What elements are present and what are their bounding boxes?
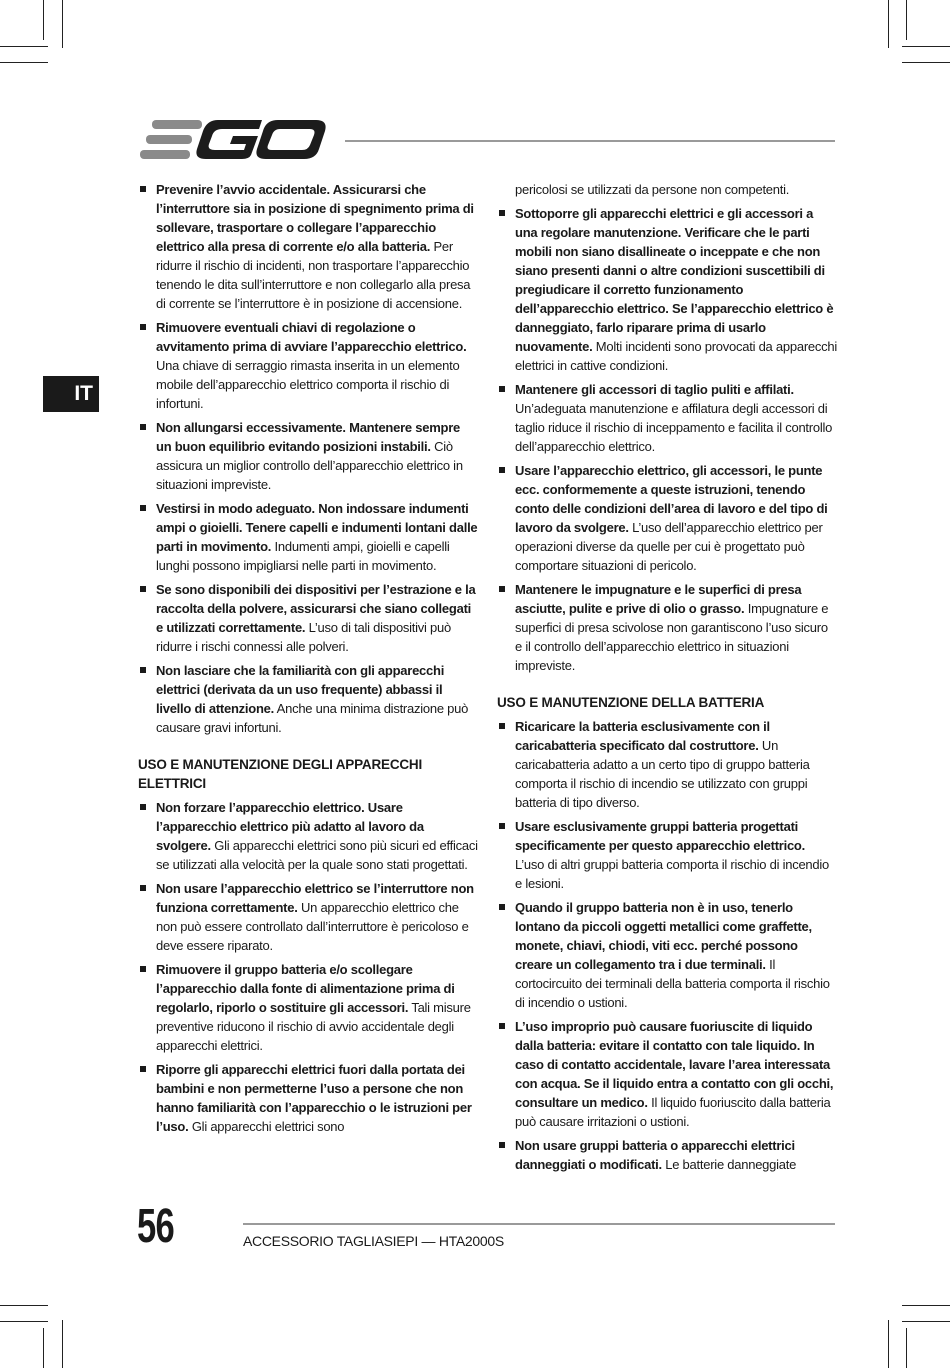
bullet-square-icon bbox=[499, 723, 505, 729]
header-rule bbox=[345, 140, 835, 142]
bullet-item bbox=[497, 717, 837, 812]
bullet-text: Le batterie danneggiate bbox=[661, 1157, 797, 1172]
bullet-text: Per ridurre il rischio di incidenti, non trasportare l’apparecchio tenendo le dita sull’interruttore e non collegarlo alla presa di corrente se l’interruttore è in posizione di accensione. bbox=[156, 239, 471, 311]
bullet-item bbox=[138, 580, 478, 656]
bullet-text: Indumenti ampi, gioielli e capelli lunghi possono impigliarsi nelle parti in movimento. bbox=[156, 539, 450, 573]
bullet-square-icon bbox=[140, 324, 146, 330]
crop-mark bbox=[888, 0, 889, 48]
bullet-text: Un’adeguata manutenzione e affilatura degli accessori di taglio riduce il rischio di inceppamento e facilita il controllo dell’apparecchio elettrico. bbox=[515, 401, 833, 454]
crop-mark bbox=[902, 46, 950, 47]
left-column bbox=[138, 180, 478, 1141]
bullet-bold-text: Non allungarsi eccessivamente. Mantenere sempre un buon equilibrio evitando posizioni instabili. bbox=[156, 420, 460, 454]
bullet-item bbox=[138, 180, 478, 313]
bullet-text: Anche una minima distrazione può causare gravi infortuni. bbox=[156, 701, 469, 735]
bullet-bold-text: Riporre gli apparecchi elettrici fuori dalla portata dei bambini e non permetterne l’uso a persone che non hanno familiarità con l’apparecchio o le istruzioni per l’uso. bbox=[156, 1062, 472, 1134]
bullet-bold-text: L’uso improprio può causare fuoriuscite di liquido dalla batteria: evitare il contatto con tale liquido. In caso di contatto accidentale, lavare l’area interessata con acqua. Se il liquido entra a contatto con gli occhi, consultare un medico. bbox=[515, 1019, 834, 1110]
bullet-text: Ciò assicura un miglior controllo dell’apparecchio elettrico in situazioni impreviste. bbox=[156, 439, 463, 492]
bullet-bold-text: Vestirsi in modo adeguato. Non indossare indumenti ampi o gioielli. Tenere capelli e indumenti lontani dalle parti in movimento. bbox=[156, 501, 478, 554]
bullet-item bbox=[497, 1136, 837, 1174]
bullet-bold-text: Ricaricare la batteria esclusivamente con il caricabatteria specificato dal costruttore. bbox=[515, 719, 770, 753]
bullet-item bbox=[497, 580, 837, 675]
bullet-text: Impugnature e superfici di presa scivolose non garantiscono l’uso sicuro e il controllo dell’apparecchio elettrico in situazioni impreviste. bbox=[515, 601, 829, 673]
bullet-square-icon bbox=[140, 1066, 146, 1072]
bullet-bold-text: Non lasciare che la familiarità con gli apparecchi elettrici (derivata da un uso frequente) abbassi il livello di attenzione. bbox=[156, 663, 445, 716]
footer-title: ACCESSORIO TAGLIASIEPI — HTA2000S bbox=[243, 1233, 504, 1249]
bullet-text: L’uso dell’apparecchio elettrico per operazioni diverse da quelle per cui è progettato può comportare situazioni di pericolo. bbox=[515, 520, 823, 573]
bullet-square-icon bbox=[499, 467, 505, 473]
bullet-square-icon bbox=[140, 966, 146, 972]
bullet-square-icon bbox=[140, 804, 146, 810]
bullet-item bbox=[138, 879, 478, 955]
bullet-item bbox=[138, 318, 478, 413]
page-number: 56 bbox=[137, 1200, 175, 1253]
bullet-item bbox=[497, 1017, 837, 1131]
language-tab-label: IT bbox=[74, 382, 93, 405]
bullet-square-icon bbox=[499, 1023, 505, 1029]
bullet-item bbox=[138, 960, 478, 1055]
bullet-item bbox=[497, 461, 837, 575]
bullet-item bbox=[138, 499, 478, 575]
crop-mark bbox=[906, 1328, 907, 1368]
bullet-square-icon bbox=[499, 586, 505, 592]
bullet-bold-text: Usare l’apparecchio elettrico, gli accessori, le punte ecc. conformemente a queste istruzioni, tenendo conto delle condizioni dell’area di lavoro e del tipo di lavoro da svolgere. bbox=[515, 463, 828, 535]
bullet-square-icon bbox=[499, 904, 505, 910]
bullet-text: L’uso di tali dispositivi può ridurre i rischi connessi alle polveri. bbox=[156, 620, 451, 654]
bullet-square-icon bbox=[140, 586, 146, 592]
crop-mark bbox=[902, 1321, 950, 1322]
bullet-bold-text: Quando il gruppo batteria non è in uso, tenerlo lontano da piccoli oggetti metallici come graffette, monete, chiavi, chiodi, viti ecc. perché possono creare un collegamento tra i due terminali. bbox=[515, 900, 812, 972]
bullet-item bbox=[497, 898, 837, 1012]
bullet-bold-text: Rimuovere il gruppo batteria e/o scollegare l’apparecchio dalla fonte di alimentazione prima di regolarlo, riporlo o sostituire gli accessori. bbox=[156, 962, 455, 1015]
bullet-square-icon bbox=[140, 186, 146, 192]
crop-mark bbox=[43, 0, 44, 40]
bullet-text: L’uso di altri gruppi batteria comporta il rischio di incendio e lesioni. bbox=[515, 857, 830, 891]
footer-rule bbox=[243, 1223, 835, 1225]
bullet-text: Il liquido fuoriuscito dalla batteria può causare irritazioni o ustioni. bbox=[515, 1095, 831, 1129]
crop-mark bbox=[888, 1320, 889, 1368]
section-heading: USO E MANUTENZIONE DELLA BATTERIA bbox=[497, 695, 765, 710]
section-heading: USO E MANUTENZIONE DEGLI APPARECCHI ELETTRICI bbox=[138, 757, 423, 791]
bullet-text: Gli apparecchi elettrici sono più sicuri ed efficaci se utilizzati alla velocità per la quale sono stati progettati. bbox=[156, 838, 478, 872]
bullet-bold-text: Mantenere gli accessori di taglio puliti e affilati. bbox=[515, 382, 794, 397]
bullet-square-icon bbox=[499, 1142, 505, 1148]
bullet-bold-text: Non usare gruppi batteria o apparecchi elettrici danneggiati o modificati. bbox=[515, 1138, 795, 1172]
bullet-bold-text: Non usare l’apparecchio elettrico se l’interruttore non funziona correttamente. bbox=[156, 881, 474, 915]
bullet-square-icon bbox=[499, 210, 505, 216]
bullet-square-icon bbox=[499, 823, 505, 829]
bullet-text: Un caricabatteria adatto a un certo tipo di gruppo batteria comporta il rischio di incendio se utilizzato con gruppi batteria di tipo diverso. bbox=[515, 738, 810, 810]
bullet-bold-text: Mantenere le impugnature e le superfici di presa asciutte, pulite e prive di olio o grasso. bbox=[515, 582, 802, 616]
right-column bbox=[497, 180, 837, 1179]
bullet-bold-text: Sottoporre gli apparecchi elettrici e gli accessori a una regolare manutenzione. Verificare che le parti mobili non siano disallineate o inceppate e che non siano presenti danni o altre condizioni suscettibili di pregiudicare il corretto funzionamento dell’apparecchio elettrico. Se l’apparecchio elettrico è danneggiato, farlo riparare prima di usarlo nuovamente. bbox=[515, 206, 834, 354]
language-tab bbox=[43, 376, 99, 412]
crop-mark bbox=[62, 0, 63, 48]
bullet-square-icon bbox=[140, 885, 146, 891]
bullet-bold-text: Rimuovere eventuali chiavi di regolazione o avvitamento prima di avviare l’apparecchio elettrico. bbox=[156, 320, 467, 354]
bullet-item bbox=[497, 817, 837, 893]
crop-mark bbox=[0, 1321, 48, 1322]
crop-mark bbox=[0, 1305, 48, 1306]
crop-mark bbox=[902, 62, 950, 63]
ego-logo bbox=[138, 118, 326, 162]
bullet-square-icon bbox=[140, 505, 146, 511]
bullet-text: Una chiave di serraggio rimasta inserita in un elemento mobile dell’apparecchio elettrico comporta il rischio di infortuni. bbox=[156, 358, 460, 411]
bullet-bold-text: Prevenire l’avvio accidentale. Assicurarsi che l’interruttore sia in posizione di spegnimento prima di sollevare, trasportare o collegare l’apparecchio elettrico alla presa di corrente e/o alla batteria. bbox=[156, 182, 474, 254]
crop-mark bbox=[906, 0, 907, 40]
crop-mark bbox=[0, 46, 48, 47]
crop-mark bbox=[902, 1305, 950, 1306]
bullet-text: Molti incidenti sono provocati da apparecchi elettrici in cattive condizioni. bbox=[515, 339, 837, 373]
crop-mark bbox=[0, 62, 48, 63]
bullet-item bbox=[497, 204, 837, 375]
bullet-bold-text: Usare esclusivamente gruppi batteria progettati specificamente per questo apparecchio elettrico. bbox=[515, 819, 805, 853]
bullet-item bbox=[138, 798, 478, 874]
bullet-text: Tali misure preventive riducono il rischio di avvio accidentale degli apparecchi elettrici. bbox=[156, 1000, 471, 1053]
bullet-text: Il cortocircuito dei terminali della batteria comporta il rischio di incendio o ustioni. bbox=[515, 957, 830, 1010]
bullet-square-icon bbox=[499, 386, 505, 392]
bullet-item bbox=[497, 380, 837, 456]
bullet-item bbox=[138, 661, 478, 737]
paragraph-continuation: pericolosi se utilizzati da persone non competenti. bbox=[515, 182, 790, 197]
bullet-text: Gli apparecchi elettrici sono bbox=[188, 1119, 345, 1134]
bullet-bold-text: Non forzare l’apparecchio elettrico. Usare l’apparecchio elettrico più adatto al lavoro da svolgere. bbox=[156, 800, 424, 853]
bullet-square-icon bbox=[140, 424, 146, 430]
bullet-item bbox=[138, 1060, 478, 1136]
bullet-square-icon bbox=[140, 667, 146, 673]
crop-mark bbox=[43, 1328, 44, 1368]
crop-mark bbox=[62, 1320, 63, 1368]
bullet-bold-text: Se sono disponibili dei dispositivi per l’estrazione e la raccolta della polvere, assicurarsi che siano collegati e utilizzati correttamente. bbox=[156, 582, 476, 635]
bullet-text: Un apparecchio elettrico che non può essere controllato dall’interruttore è pericoloso e deve essere riparato. bbox=[156, 900, 469, 953]
bullet-item bbox=[138, 418, 478, 494]
